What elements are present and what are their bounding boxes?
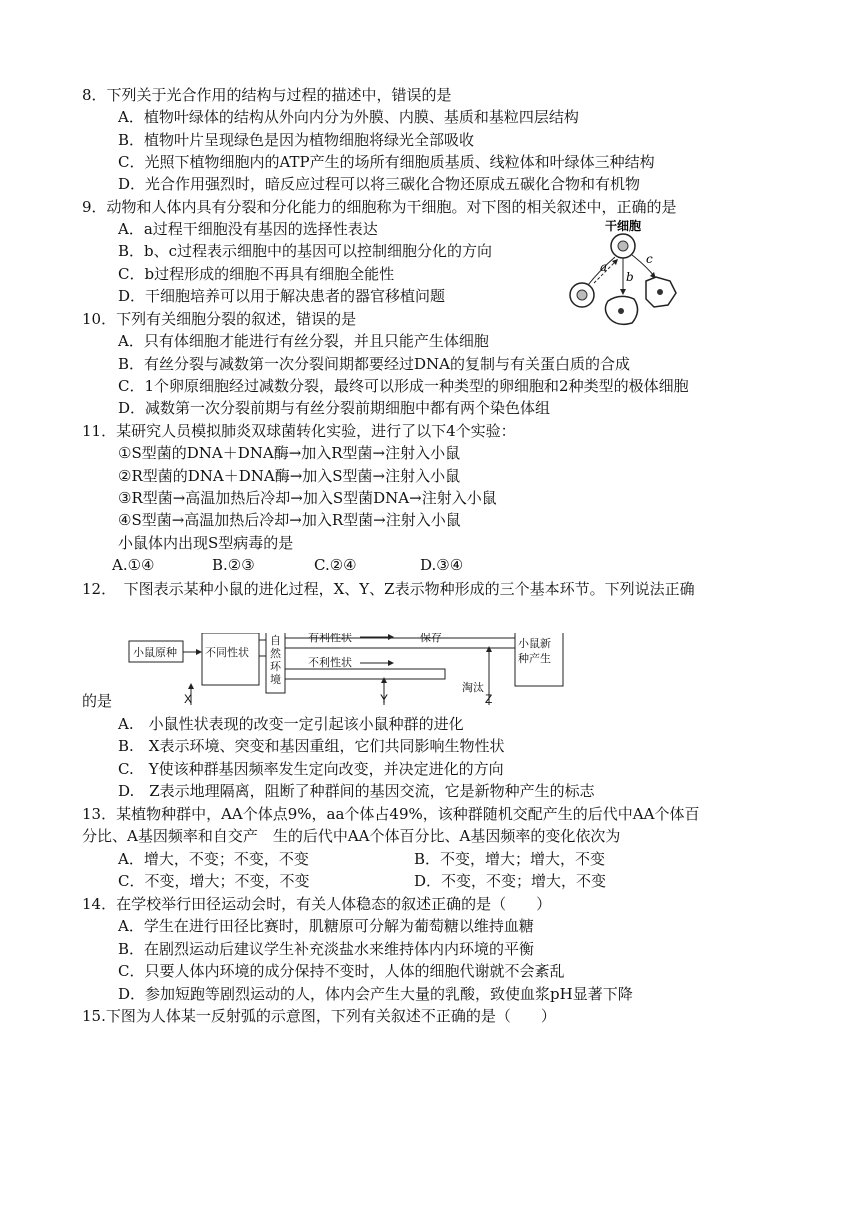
q10-option-c: C．1个卵原细胞经过减数分裂，最终可以形成一种类型的卵细胞和2种类型的极体细胞 bbox=[118, 377, 689, 395]
q8-option-a: A．植物叶绿体的结构从外向内分为外膜、内膜、基质和基粒四层结构 bbox=[118, 108, 579, 126]
q14-option-b: B．在剧烈运动后建议学生补充淡盐水来维持体内内环境的平衡 bbox=[118, 940, 535, 958]
q9-option-d: D．干细胞培养可以用于解决患者的器官移植问题 bbox=[118, 287, 446, 305]
q15-stem: 15.下图为人体某一反射弧的示意图，下列有关叙述不正确的是（ ） bbox=[82, 1007, 556, 1025]
q11-choice-a: A.①④ bbox=[112, 556, 155, 574]
q9-option-c: C．b过程形成的细胞不再具有细胞全能性 bbox=[118, 265, 395, 283]
q11-choice-d: D.③④ bbox=[420, 556, 464, 574]
q13-stem: 13．某植物种群中，AA个体点9%，aa个体占49%，该种群随机交配产生的后代中AA个体百 bbox=[82, 805, 700, 823]
q12-option-b: B. X表示环境、突变和基因重组，它们共同影响生物性状 bbox=[118, 737, 505, 755]
q13-option-a: A．增大，不变；不变，不变 bbox=[118, 850, 309, 868]
box-different-traits-label: 不同性状 bbox=[205, 647, 249, 659]
stem-cell-nucleus bbox=[618, 241, 628, 251]
env-char-4: 境 bbox=[270, 674, 281, 686]
q9-option-b: B．b、c过程表示细胞中的基因可以控制细胞分化的方向 bbox=[118, 242, 493, 260]
label-z: Z bbox=[485, 692, 493, 706]
connector bbox=[259, 640, 266, 656]
q11-experiment-2: ②R型菌的DNA＋DNA酶→加入S型菌→注射入小鼠 bbox=[118, 467, 461, 485]
new-species-line-2: 种产生 bbox=[518, 653, 551, 665]
q14-option-c: C．只要人体内环境的成分保持不变时，人体的细胞代谢就不会紊乱 bbox=[118, 962, 565, 980]
q12-stem: 12． 下图表示某种小鼠的进化过程，X、Y、Z表示物种形成的三个基本环节。下列说法正确 bbox=[82, 580, 695, 598]
q10-stem: 10．下列有关细胞分裂的叙述，错误的是 bbox=[82, 310, 357, 328]
cell-c-nucleus bbox=[657, 289, 663, 295]
label-a: a bbox=[600, 260, 608, 274]
q9-option-a: A．a过程干细胞没有基因的选择性表达 bbox=[118, 220, 378, 238]
arrow-to-traits-head bbox=[196, 649, 202, 655]
q13-option-b: B．不变，增大；增大，不变 bbox=[414, 850, 606, 868]
q12-option-d: D. Z表示地理隔离，阻断了种群间的基因交流，它是新物种产生的标志 bbox=[118, 782, 595, 800]
q11-experiment-1: ①S型菌的DNA＋DNA酶→加入R型菌→注射入小鼠 bbox=[118, 444, 461, 462]
label-x: X bbox=[184, 692, 193, 706]
q13-option-d: D．不变，不变；增大，不变 bbox=[414, 872, 607, 890]
keep-label: 保存 bbox=[420, 633, 442, 644]
q14-stem: 14．在学校举行田径运动会时，有关人体稳态的叙述正确的是（ ） bbox=[82, 895, 552, 913]
q10-option-d: D．减数第一次分裂前期与有丝分裂前期细胞中都有两个染色体组 bbox=[118, 399, 551, 417]
q11-question: 小鼠体内出现S型病毒的是 bbox=[118, 534, 294, 552]
q8-option-c: C．光照下植物细胞内的ATP产生的场所有细胞质基质、线粒体和叶绿体三种结构 bbox=[118, 153, 655, 171]
box-different-traits bbox=[202, 633, 259, 685]
q13-stem-cont: 分比、A基因频率和自交产 生的后代中AA个体百分比、A基因频率的变化依次为 bbox=[82, 827, 621, 845]
q11-choice-c: C.②④ bbox=[314, 556, 357, 574]
unfavorable-traits-label: 不利性状 bbox=[308, 657, 352, 669]
daughter-stem-nucleus bbox=[577, 290, 587, 300]
q12-option-c: C. Y使该种群基因频率发生定向改变，并决定进化的方向 bbox=[118, 760, 504, 778]
q11-experiment-3: ③R型菌→高温加热后冷却→加入S型菌DNA→注射入小鼠 bbox=[118, 489, 497, 507]
q11-experiment-4: ④S型菌→高温加热后冷却→加入R型菌→注射入小鼠 bbox=[118, 511, 461, 529]
q12-stem-cont: 的是 bbox=[82, 692, 113, 710]
env-char-2: 然 bbox=[270, 648, 281, 660]
unfavorable-channel bbox=[285, 669, 445, 679]
label-b: b bbox=[626, 270, 634, 284]
label-c: c bbox=[646, 252, 653, 266]
eliminate-label: 淘汰 bbox=[462, 682, 484, 694]
q8-stem: 8．下列关于光合作用的结构与过程的描述中，错误的是 bbox=[82, 86, 452, 104]
q14-option-d: D．参加短跑等剧烈运动的人，体内会产生大量的乳酸，致使血浆pH显著下降 bbox=[118, 985, 633, 1003]
new-species-line-1: 小鼠新 bbox=[518, 638, 551, 650]
unfavorable-arrow-head bbox=[388, 660, 394, 666]
q9-stem: 9．动物和人体内具有分裂和分化能力的细胞称为干细胞。对下图的相关叙述中，正确的是 bbox=[82, 198, 677, 216]
q14-option-a: A．学生在进行田径比赛时，肌糖原可分解为葡萄糖以维持血糖 bbox=[118, 917, 534, 935]
box-original-species-label: 小鼠原种 bbox=[133, 647, 177, 659]
q10-option-a: A．只有体细胞才能进行有丝分裂，并且只能产生体细胞 bbox=[118, 332, 489, 350]
q10-option-b: B．有丝分裂与减数第一次分裂间期都要经过DNA的复制与有关蛋白质的合成 bbox=[118, 355, 631, 373]
q8-option-b: B．植物叶片呈现绿色是因为植物细胞将绿光全部吸收 bbox=[118, 131, 475, 149]
q8-option-d: D．光合作用强烈时，暗反应过程可以将三碳化合物还原成五碳化合物和有机物 bbox=[118, 175, 641, 193]
q11-choice-b: B.②③ bbox=[212, 556, 255, 574]
q12-option-a: A. 小鼠性状表现的改变一定引起该小鼠种群的进化 bbox=[118, 715, 464, 733]
q13-option-c: C．不变，增大；不变，不变 bbox=[118, 872, 310, 890]
cell-b-nucleus bbox=[618, 308, 624, 314]
favorable-traits-label: 有利性状 bbox=[308, 633, 352, 644]
env-char-1: 自 bbox=[270, 635, 281, 647]
mouse-evolution-diagram bbox=[128, 633, 568, 710]
arrow-b-head bbox=[620, 289, 626, 295]
stem-cell-title: 干细胞 bbox=[605, 219, 642, 233]
env-char-3: 环 bbox=[270, 661, 281, 673]
q11-stem: 11．某研究人员模拟肺炎双球菌转化实验，进行了以下4个实验： bbox=[82, 422, 516, 440]
label-y: Y bbox=[380, 692, 389, 706]
stem-cell-diagram bbox=[560, 215, 690, 330]
